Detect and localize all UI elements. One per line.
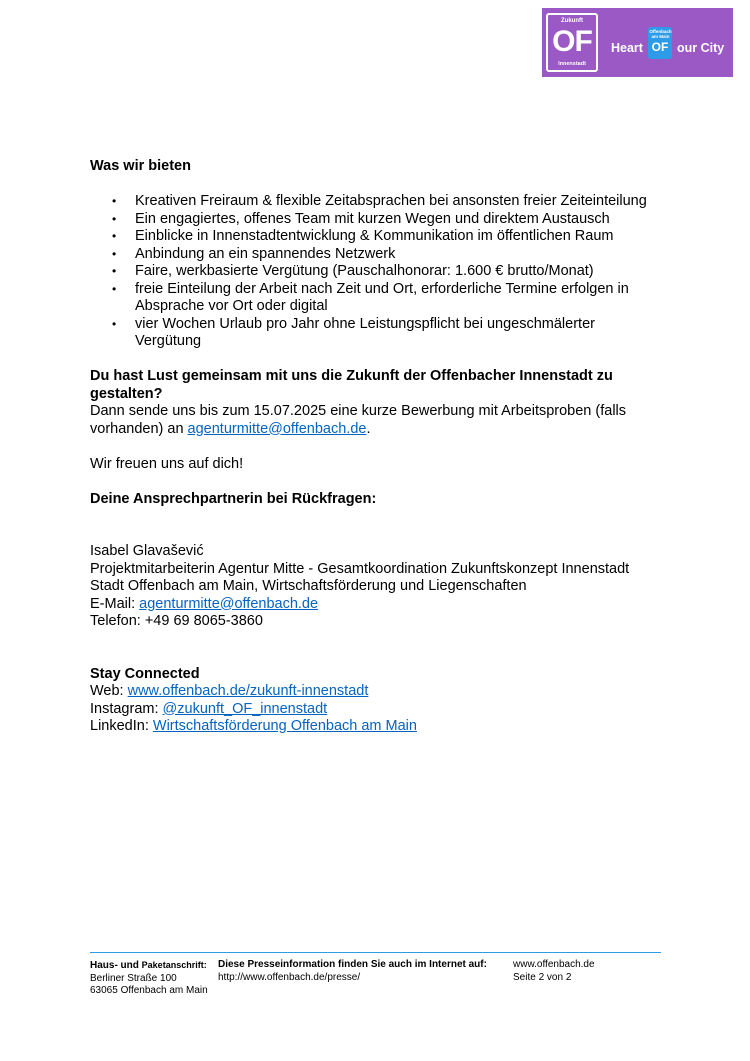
footer-city: 63065 Offenbach am Main — [90, 985, 208, 996]
logo-zukunft-innenstadt — [542, 8, 733, 77]
badge-of-text: OF — [651, 40, 669, 54]
footer-divider — [90, 952, 661, 953]
contact-heading: Deine Ansprechpartnerin bei Rückfragen: — [90, 490, 377, 507]
logo-heart-text: Heart — [611, 41, 643, 55]
logo-offenbach-badge — [648, 27, 672, 59]
offer-list — [90, 193, 660, 351]
list-item: • Faire, werkbasierte Vergütung (Pauschalhonorar: 1.600 € brutto/Monat) — [90, 263, 660, 281]
list-item: • Ein engagiertes, offenes Team mit kurzen Wegen und direktem Austausch — [90, 211, 660, 229]
footer-street: Berliner Straße 100 — [90, 972, 177, 984]
list-item: • Anbindung an ein spannendes Netzwerk — [90, 246, 660, 264]
web-link[interactable]: www.offenbach.de/zukunft-innenstadt — [127, 683, 369, 699]
contact-name: Isabel Glavašević — [90, 543, 204, 559]
footer-site — [513, 959, 595, 984]
badge-line2: am Main — [651, 34, 670, 39]
list-item: • Kreativen Freiraum & flexible Zeitabsprachen bei ansonsten freier Zeiteinteilung — [90, 193, 660, 211]
footer-page-number: Seite 2 von 2 — [513, 971, 572, 983]
logo-of-text: OF — [552, 25, 592, 58]
contact-role: Projektmitarbeiterin Agentur Mitte - Gesamtkoordination Zukunftskonzept Innenstadt — [90, 560, 630, 577]
footer-site-url: www.offenbach.de — [513, 959, 595, 970]
closing-text: Wir freuen uns auf dich! — [90, 455, 244, 472]
apply-text: Dann sende uns bis zum 15.07.2025 eine kurze Bewerbung mit Arbeitsproben (falls vorhanden) an agenturmitte@offenbach.de. — [90, 403, 627, 437]
list-item: • freie Einteilung der Arbeit nach Zeit und Ort, erforderliche Termine erfolgen in Absprache vor Ort oder digital — [90, 281, 660, 316]
stay-heading: Stay Connected — [90, 665, 200, 682]
linkedin-line: LinkedIn: Wirtschaftsförderung Offenbach am Main — [90, 718, 417, 734]
web-line: Web: www.offenbach.de/zukunft-innenstadt — [90, 683, 369, 699]
list-item: • vier Wochen Urlaub pro Jahr ohne Leistungspflicht bei ungeschmälerter Vergütung — [90, 316, 660, 351]
instagram-link[interactable]: @zukunft_OF_innenstadt — [162, 700, 328, 717]
instagram-line: Instagram: @zukunft_OF_innenstadt — [90, 700, 328, 717]
footer-press — [218, 959, 487, 984]
contact-email: E-Mail: agenturmitte@offenbach.de — [90, 595, 319, 612]
footer-address: Haus- und Paketanschrift: Berliner Straße 100 63065 Offenbach am Main — [90, 960, 208, 996]
contact-org: Stadt Offenbach am Main, Wirtschaftsförderung und Liegenschaften — [90, 578, 527, 594]
badge-line1: Offenbach — [649, 29, 672, 34]
footer-press-url: http://www.offenbach.de/presse/ — [218, 971, 361, 983]
contact-phone: Telefon: +49 69 8065-3860 — [90, 613, 263, 629]
contact-email-link[interactable]: agenturmitte@offenbach.de — [139, 595, 319, 612]
list-item: • Einblicke in Innenstadtentwicklung & Kommunikation im öffentlichen Raum — [90, 228, 660, 246]
logo-city-text: our City — [677, 41, 725, 55]
logo-top-text: Zukunft — [561, 18, 583, 24]
logo-bottom-text: Innenstadt — [558, 61, 586, 67]
logo-of-box — [546, 13, 598, 72]
document-body — [90, 158, 660, 736]
apply-email-link[interactable]: agenturmitte@offenbach.de — [187, 420, 367, 437]
apply-heading: Du hast Lust gemeinsam mit uns die Zukunft der Offenbacher Innenstadt zu gestalten? — [90, 368, 613, 402]
linkedin-link[interactable]: Wirtschaftsförderung Offenbach am Main — [152, 718, 417, 734]
footer-press-label: Diese Presseinformation finden Sie auch im Internet auf: — [218, 959, 487, 970]
offer-heading: Was wir bieten — [90, 158, 191, 174]
